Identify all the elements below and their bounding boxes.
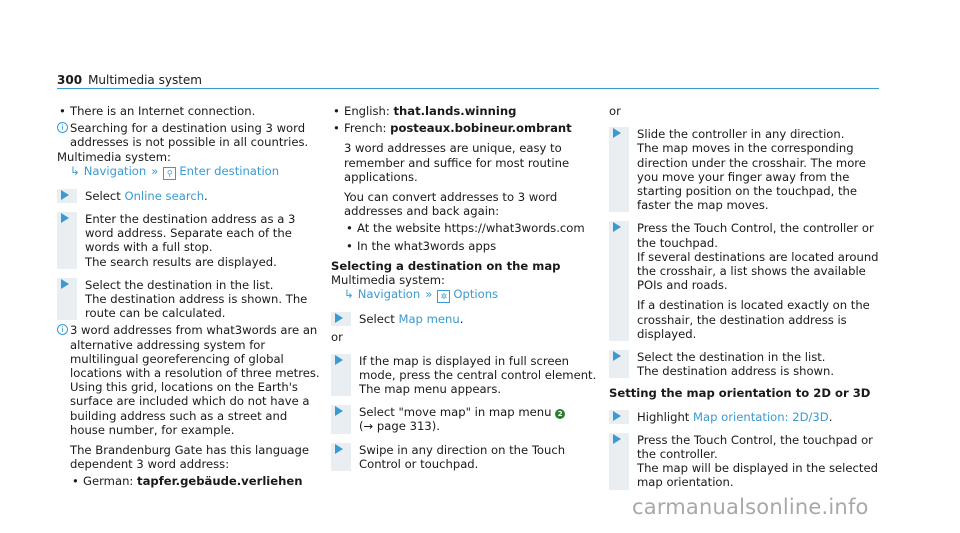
menu-path[interactable] <box>57 164 325 180</box>
step-arrow-icon <box>335 444 343 454</box>
path-options[interactable]: Options <box>453 287 499 302</box>
double-chevron-icon: » <box>425 287 433 302</box>
or-text: or <box>331 330 343 345</box>
step-arrow-icon <box>61 190 69 200</box>
section-title: Multimedia system <box>88 73 202 87</box>
step-arrow-icon <box>613 411 621 421</box>
link-online-search[interactable]: Online search <box>124 188 205 203</box>
step-arrow-icon <box>613 128 621 138</box>
step-select-destination: Select the destination in the list. The destination address is shown. The route can be calculated. <box>57 278 325 321</box>
info-icon: i <box>57 324 68 335</box>
path-arrow-icon: ↳ <box>344 287 354 302</box>
step-enter-address: Enter the destination address as a 3 word address. Separate each of the words with a full stop. The search results are displayed. <box>57 212 325 269</box>
step-arrow-icon <box>61 279 69 289</box>
step-highlight-orientation: Highlight Map orientation: 2D/3D. <box>609 410 879 424</box>
note-what3words: i 3 word addresses from what3words are an alternative addressing system for multilingual georeferencing of global locations with a resolution of three metres. Using this grid, locations on the Earth's surface are included which do not have a building address such as a street and house number, for example. The Brandenburg Gate has this language dependent 3 word address: • German: tapfer.gebäude.verliehen <box>57 323 325 488</box>
heading-select-on-map: Selecting a destination on the map <box>331 258 561 273</box>
step-arrow-icon <box>61 213 69 223</box>
path-arrow-icon: ↳ <box>70 163 80 178</box>
heading-map-orientation: Setting the map orientation to 2D or 3D <box>609 386 871 401</box>
callout-badge: 2 <box>555 409 565 419</box>
step-press-controller: Press the Touch Control, the touchpad or the controller. The map will be displayed in the selected map orientation. <box>609 433 879 490</box>
step-arrow-icon <box>335 355 343 365</box>
step-arrow-icon <box>613 434 621 444</box>
column-3 <box>609 104 879 490</box>
step-swipe: Swipe in any direction on the Touch Control or touchpad. <box>331 443 599 471</box>
step-select-map-menu: Select Map menu. <box>331 312 599 326</box>
system-label: Multimedia system: <box>57 149 171 164</box>
step-arrow-icon <box>335 406 343 416</box>
system-label: Multimedia system: <box>331 273 445 288</box>
page-number: 300 <box>57 73 83 87</box>
column-1 <box>57 104 325 489</box>
gear-icon: ✲ <box>437 290 450 303</box>
step-select-online-search: Select Online search. <box>57 189 325 203</box>
link-map-menu[interactable]: Map menu <box>398 312 460 327</box>
step-move-map: Select "move map" in map menu 2 (→ page 313). <box>331 405 599 433</box>
what3words-info: 3 word addresses are unique, easy to remember and suffice for most routine applications. You can convert addresses to 3 word addresses and back again: • At the website https://what3words.com • In the what3words apps <box>331 141 599 252</box>
path-navigation[interactable]: Navigation <box>357 287 421 302</box>
step-slide-controller: Slide the controller in any direction. The map moves in the corresponding direction under the crosshair. The more you move your finger away from the starting position on the touchpad, the faster the map moves. <box>609 127 879 212</box>
link-map-orientation[interactable]: Map orientation: 2D/3D <box>693 409 829 424</box>
menu-path[interactable] <box>331 287 599 303</box>
step-arrow-icon <box>613 351 621 361</box>
step-arrow-icon <box>335 313 343 323</box>
header-rule <box>57 88 879 89</box>
bullet-german: • German: tapfer.gebäude.verliehen <box>70 474 325 488</box>
page-reference[interactable]: (→ page 313). <box>359 419 440 434</box>
bullet-apps: • In the what3words apps <box>344 239 599 253</box>
or-text: or <box>609 104 621 118</box>
path-navigation[interactable]: Navigation <box>83 163 147 178</box>
page-header <box>57 73 202 87</box>
step-press-touch-control: Press the Touch Control, the controller or the touchpad. If several destinations are located around the crosshair, a list shows the available POIs and roads. If a destination is located exactly on the crosshair, the destination address is displayed. <box>609 221 879 341</box>
bullet-website: • At the website https://what3words.com <box>344 221 599 235</box>
bullet-english: • English: that.lands.winning <box>331 104 599 118</box>
step-arrow-icon <box>613 222 621 232</box>
note-countries: i Searching for a destination using 3 word addresses is not possible in all countries. <box>57 121 325 149</box>
bullet-internet: • There is an Internet connection. <box>57 104 325 118</box>
column-2 <box>331 104 599 471</box>
step-select-destination: Select the destination in the list. The destination address is shown. <box>609 350 879 378</box>
double-chevron-icon: » <box>151 163 159 178</box>
bullet-french: • French: posteaux.bobineur.ombrant <box>331 121 599 135</box>
watermark: carmanualsonline.info <box>632 495 869 519</box>
search-icon: ⚲ <box>163 167 176 180</box>
info-icon: i <box>57 122 68 133</box>
path-enter-destination[interactable]: Enter destination <box>179 163 280 178</box>
step-full-screen: If the map is displayed in full screen mode, press the central control element. The map menu appears. <box>331 354 599 397</box>
